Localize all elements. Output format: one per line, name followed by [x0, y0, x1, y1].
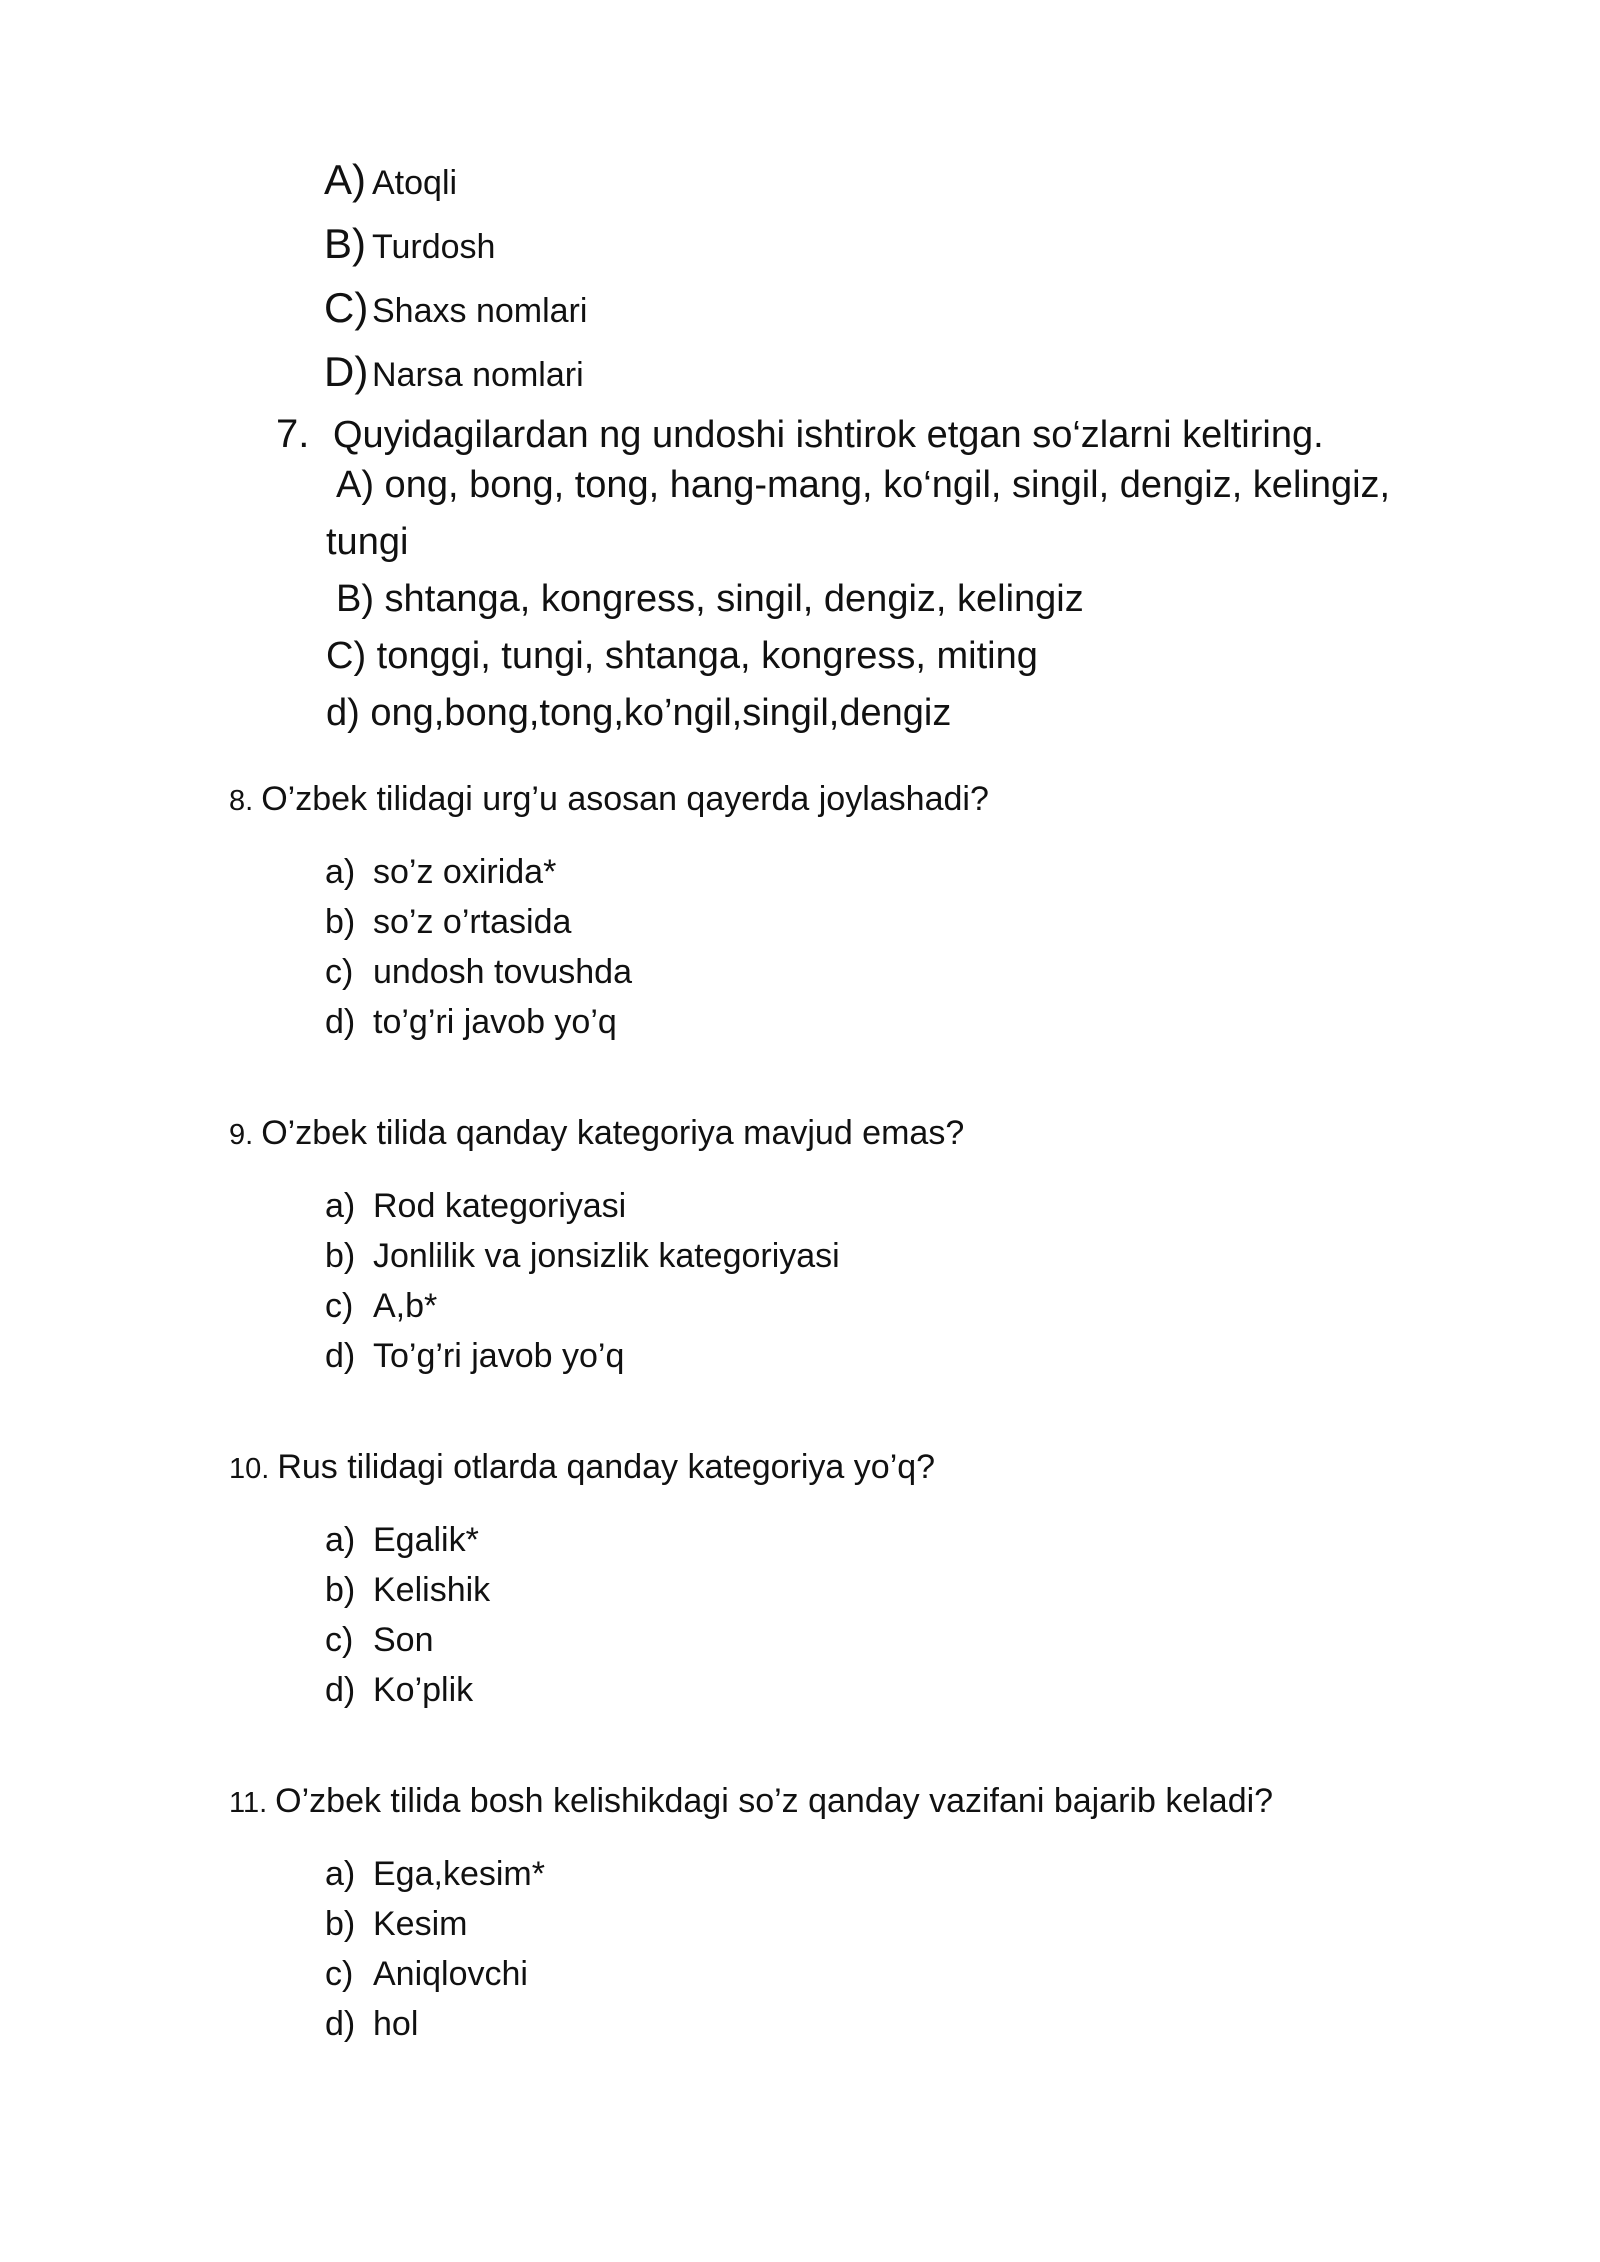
option-text: Ega,kesim*	[373, 1855, 545, 1893]
option-d	[325, 1665, 1429, 1715]
option-a	[325, 1515, 1429, 1565]
option-letter: B)	[324, 220, 366, 267]
option-letter: d)	[325, 1671, 356, 1709]
option-text: Aniqlovchi	[373, 1955, 528, 1993]
option-text: Shaxs nomlari	[372, 292, 588, 330]
question-text: O’zbek tilidagi urg’u asosan qayerda joylashadi?	[261, 780, 989, 818]
option-d	[325, 1999, 1429, 2049]
option-a: A) ong, bong, tong, hang-mang, ko‘ngil, singil, dengiz, kelingiz,	[336, 464, 1391, 506]
previous-question-options	[324, 156, 587, 412]
option-text: undosh tovushda	[373, 953, 632, 991]
option-a	[324, 156, 587, 220]
option-letter: c)	[325, 1955, 354, 1993]
option-b: B) shtanga, kongress, singil, dengiz, kelingiz	[336, 578, 1084, 620]
option-text: A,b*	[373, 1287, 438, 1325]
option-letter: C)	[324, 284, 369, 331]
option-letter: a)	[325, 1187, 356, 1225]
option-letter: D)	[324, 348, 369, 395]
option-text: hol	[373, 2005, 419, 2043]
option-d	[324, 348, 587, 412]
option-b	[325, 1231, 1429, 1281]
question-number: 10.	[229, 1453, 270, 1485]
question-text: O’zbek tilida qanday kategoriya mavjud emas?	[261, 1114, 965, 1152]
option-a	[325, 1181, 1429, 1231]
option-text: so’z oxirida*	[373, 853, 557, 891]
question-heading	[229, 780, 1429, 819]
option-text: Ko’plik	[373, 1671, 474, 1709]
option-text: so’z o’rtasida	[373, 903, 572, 941]
option-a-continuation: tungi	[326, 521, 409, 563]
question-options	[325, 1515, 1429, 1715]
option-d	[325, 997, 1429, 1047]
option-letter: d)	[325, 1337, 356, 1375]
option-c	[325, 947, 1429, 997]
option-d	[325, 1331, 1429, 1381]
question-number: 9.	[229, 1119, 254, 1151]
option-letter: b)	[325, 1905, 356, 1943]
option-text: Kelishik	[373, 1571, 491, 1609]
option-letter: A)	[324, 156, 366, 203]
question-8	[229, 780, 1429, 1047]
option-b	[324, 220, 587, 284]
option-text: Turdosh	[372, 228, 496, 266]
option-text: To’g’ri javob yo’q	[373, 1337, 625, 1375]
question-number: 8.	[229, 785, 254, 817]
option-c	[325, 1949, 1429, 1999]
option-text: to’g’ri javob yo’q	[373, 1003, 617, 1041]
question-9	[229, 1114, 1429, 1381]
option-text: Egalik*	[373, 1521, 479, 1559]
option-text: Jonlilik va jonsizlik kategoriyasi	[373, 1237, 840, 1275]
option-text: Son	[373, 1621, 434, 1659]
option-text: Rod kategoriyasi	[373, 1187, 627, 1225]
option-letter: b)	[325, 903, 356, 941]
question-options	[325, 1849, 1429, 2049]
option-letter: a)	[325, 853, 356, 891]
option-c	[325, 1615, 1429, 1665]
question-text: Quyidagilardan ng undoshi ishtirok etgan so‘zlarni keltiring.	[333, 414, 1324, 456]
option-letter: b)	[325, 1237, 356, 1275]
question-heading	[229, 1114, 1429, 1153]
question-heading	[229, 1782, 1429, 1821]
option-letter: c)	[325, 1621, 354, 1659]
option-text: Narsa nomlari	[372, 356, 584, 394]
question-number: 11.	[229, 1787, 268, 1819]
option-b	[325, 1899, 1429, 1949]
question-7	[276, 412, 1456, 742]
option-d: d) ong,bong,tong,ko’ngil,singil,dengiz	[326, 692, 952, 734]
option-letter: d)	[325, 2005, 356, 2043]
option-letter: b)	[325, 1571, 356, 1609]
question-options	[326, 457, 1456, 742]
option-c	[324, 284, 587, 348]
option-text: Atoqli	[372, 164, 458, 202]
option-letter: d)	[325, 1003, 356, 1041]
option-b	[325, 1565, 1429, 1615]
question-heading	[229, 1448, 1429, 1487]
option-a	[325, 847, 1429, 897]
question-number: 7.	[276, 412, 310, 456]
question-options	[325, 1181, 1429, 1381]
question-options	[325, 847, 1429, 1047]
option-letter: a)	[325, 1521, 356, 1559]
option-letter: c)	[325, 1287, 354, 1325]
question-11	[229, 1782, 1429, 2049]
option-c	[325, 1281, 1429, 1331]
option-a	[325, 1849, 1429, 1899]
question-text: Rus tilidagi otlarda qanday kategoriya yo’q?	[277, 1448, 936, 1486]
option-b	[325, 897, 1429, 947]
option-letter: c)	[325, 953, 354, 991]
question-text: O’zbek tilida bosh kelishikdagi so’z qanday vazifani bajarib keladi?	[275, 1782, 1274, 1820]
option-c: C) tonggi, tungi, shtanga, kongress, miting	[326, 635, 1038, 677]
question-10	[229, 1448, 1429, 1715]
option-text: Kesim	[373, 1905, 468, 1943]
question-heading	[276, 412, 1456, 457]
option-letter: a)	[325, 1855, 356, 1893]
